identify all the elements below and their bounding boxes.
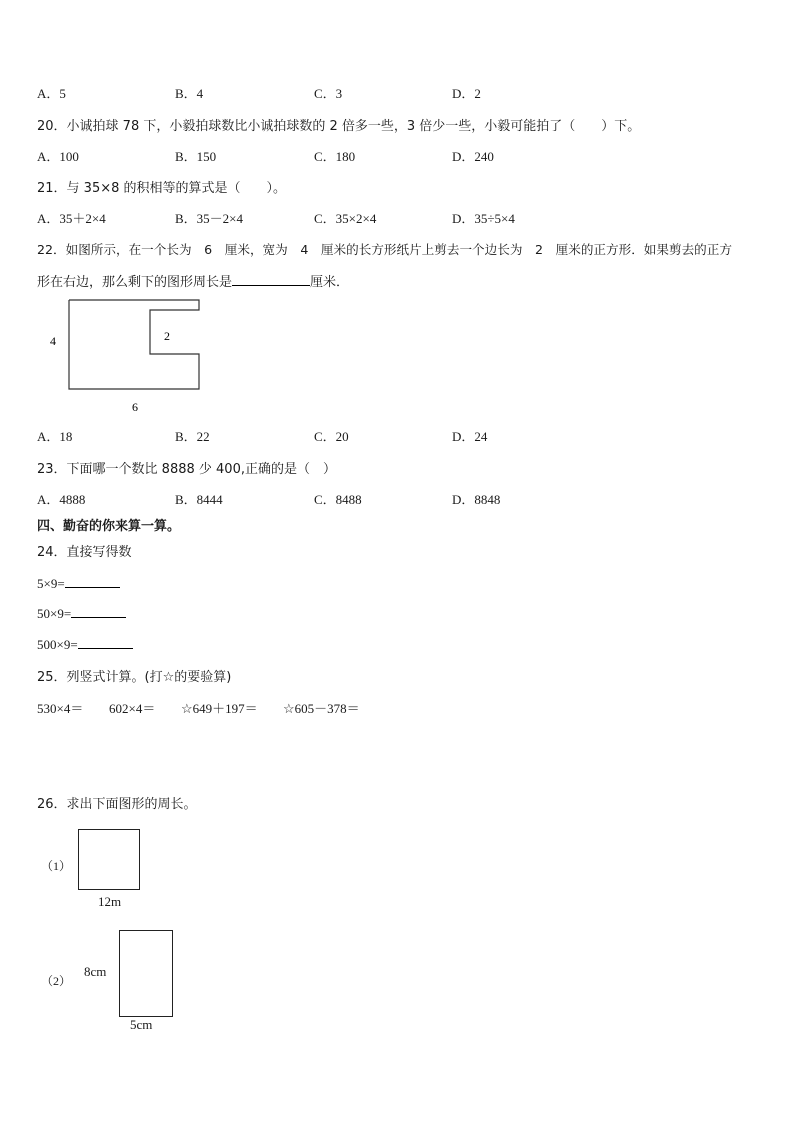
q21-options xyxy=(0,208,794,226)
option-a: A．4888 xyxy=(37,492,86,507)
option-d: D．2 xyxy=(452,86,481,101)
stem-text-end: 厘米． xyxy=(310,275,350,290)
option-b: B．4 xyxy=(175,86,204,101)
q20-options xyxy=(0,146,794,164)
figure-outline xyxy=(69,300,199,389)
answer-blank[interactable] xyxy=(65,574,120,588)
question-26-stem: 26．求出下面图形的周长。 xyxy=(37,797,197,812)
question-23-stem: 23．下面哪一个数比 8888 少 400,正确的是（ ） xyxy=(37,462,336,477)
answer-blank[interactable] xyxy=(78,635,133,649)
q19-options xyxy=(0,83,794,101)
option-b: B．150 xyxy=(175,149,217,164)
stem-text: 形在右边，那么剩下的图形周长是 xyxy=(37,275,233,290)
figure-1-label: （1） xyxy=(41,859,72,873)
figure-2-label: （2） xyxy=(41,974,72,988)
option-d: D．35÷5×4 xyxy=(452,211,515,226)
option-b: B．35－2×4 xyxy=(175,211,244,226)
option-c: C．35×2×4 xyxy=(314,211,377,226)
width-label: 6 xyxy=(132,400,138,414)
calc-item-3 xyxy=(37,635,133,653)
answer-blank[interactable] xyxy=(71,604,126,618)
vertical-calc-3: ☆649＋197＝ xyxy=(181,701,258,716)
option-c: C．180 xyxy=(314,149,356,164)
question-22-stem-line2 xyxy=(37,271,349,290)
calc-item-2 xyxy=(37,604,126,622)
notch-label: 2 xyxy=(164,329,170,343)
option-a: A．5 xyxy=(37,86,66,101)
calc-expression: 500×9= xyxy=(37,637,78,652)
option-b: B．8444 xyxy=(175,492,223,507)
square-side-label: 12m xyxy=(98,894,122,909)
vertical-calc-1: 530×4＝ xyxy=(37,701,84,716)
option-a: A．35＋2×4 xyxy=(37,211,106,226)
notched-rectangle-figure xyxy=(40,292,220,418)
option-d: D．240 xyxy=(452,149,494,164)
option-c: C．20 xyxy=(314,429,349,444)
calc-item-1 xyxy=(37,574,120,592)
option-d: D．24 xyxy=(452,429,488,444)
option-c: C．8488 xyxy=(314,492,362,507)
rect-height-label: 8cm xyxy=(84,964,107,979)
rect-width-label: 5cm xyxy=(130,1017,153,1032)
height-label: 4 xyxy=(50,334,56,348)
square-figure xyxy=(78,829,140,890)
question-25-stem: 25．列竖式计算。(打☆的要验算) xyxy=(37,670,232,685)
q22-options xyxy=(0,426,794,444)
rectangle-figure xyxy=(119,930,173,1017)
option-b: B．22 xyxy=(175,429,210,444)
option-d: D．8848 xyxy=(452,492,501,507)
option-a: A．18 xyxy=(37,429,73,444)
question-20-stem: 20．小诚拍球 78 下，小毅拍球数比小诚拍球数的 2 倍多一些，3 倍少一些，小毅可能拍了（ ）下。 xyxy=(37,119,641,134)
calc-expression: 50×9= xyxy=(37,606,72,621)
question-24-stem: 24．直接写得数 xyxy=(37,545,132,560)
question-22-stem-line1: 22．如图所示，在一个长为 6 厘米，宽为 4 厘米的长方形纸片上剪去一个边长为 2 厘米的正方形．如果剪去的正方 xyxy=(37,242,732,257)
q23-options xyxy=(0,489,794,507)
question-21-stem: 21．与 35×8 的积相等的算式是（ ）。 xyxy=(37,181,287,196)
vertical-calc-2: 602×4＝ xyxy=(109,701,156,716)
answer-blank[interactable] xyxy=(232,272,310,286)
section-title: 四、勤奋的你来算一算。 xyxy=(37,519,181,534)
calc-expression: 5×9= xyxy=(37,576,65,591)
vertical-calc-4: ☆605－378＝ xyxy=(283,701,360,716)
vertical-calc-items xyxy=(0,698,794,716)
option-a: A．100 xyxy=(37,149,79,164)
option-c: C．3 xyxy=(314,86,343,101)
